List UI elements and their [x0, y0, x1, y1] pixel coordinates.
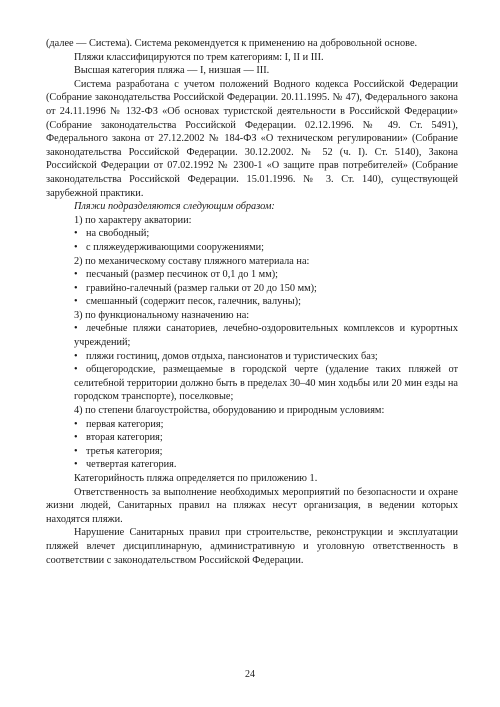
list-item: • общегородские, размещаемые в городской черте (удаление таких пляжей от селитебной территории должно быть в пределах 30–40 мин ходьбы или 20 мин езды на городском транспорте), поселковые;	[46, 363, 458, 404]
paragraph: Пляжи классифицируются по трем категориям: I, II и III.	[74, 51, 324, 63]
list-intro: Пляжи подразделяются следующим образом:	[74, 201, 275, 213]
list-item: • вторая категория;	[46, 431, 458, 445]
paragraph: Система разработана с учетом положений Водного кодекса Российской Федерации (Собрание законодательства Российской Федерации. 20.11.1995. № 47), Федерального закона от 24.11.1996 № 132-ФЗ «Об основах туристской деятельности в Российской Федерации» (Собрание законодательства Российской Федерации. 02.12.1996. № 49. Ст. 5491), Федерального закона от 27.12.2002 № 184-ФЗ «О техническом регулировании» (Собрание законодательства Российской Федерации. 30.12.2002. № 52 (ч. I). Ст. 5140), Закона Российской Федерации от 07.02.1992 № 2300-1 «О защите прав потребителей» (Собрание законодательства Российской Федерации. 15.01.1996. № 3. Ст. 140), существующей зарубежной практики.	[46, 78, 458, 199]
list-item: • третья категория;	[46, 445, 458, 459]
list-item: • песчаный (размер песчинок от 0,1 до 1 мм);	[46, 268, 458, 282]
list-item: • на свободный;	[46, 227, 458, 241]
list-heading: 2) по механическому составу пляжного материала на:	[74, 255, 310, 267]
list-item: • лечебные пляжи санаториев, лечебно-оздоровительных комплексов и курортных учреждений;	[46, 322, 458, 349]
list-heading: 4) по степени благоустройства, оборудованию и природным условиям:	[74, 405, 385, 417]
paragraph: Высшая категория пляжа — I, низшая — III.	[74, 65, 270, 77]
list-heading: 1) по характеру акватории:	[74, 214, 192, 226]
paragraph: Категорийность пляжа определяется по приложению 1.	[74, 473, 318, 484]
list-item: • с пляжеудерживающими сооружениями;	[46, 241, 458, 255]
list-heading: 3) по функциональному назначению на:	[74, 309, 250, 321]
list-item: • смешанный (содержит песок, галечник, валуны);	[46, 295, 458, 309]
list-item: • четвертая категория.	[46, 458, 458, 472]
page-number: 24	[245, 669, 255, 680]
paragraph: Нарушение Санитарных правил при строительстве, реконструкции и эксплуатации пляжей влечет дисциплинарную, административную и уголовную ответственность в соответствии с законодательством Российской Федерации.	[46, 527, 458, 566]
list-item: • первая категория;	[46, 418, 458, 432]
body-text	[46, 37, 458, 567]
list-item: • гравийно-галечный (размер гальки от 20 до 150 мм);	[46, 282, 458, 296]
paragraph: (далее — Система). Система рекомендуется к применению на добровольной основе.	[46, 38, 418, 49]
list-item: • пляжи гостиниц, домов отдыха, пансионатов и туристических баз;	[46, 350, 458, 364]
paragraph: Ответственность за выполнение необходимых мероприятий по безопасности и охране жизни людей, Санитарных правил на пляжах несут организация, в ведении которых находятся пляжи.	[46, 486, 458, 525]
